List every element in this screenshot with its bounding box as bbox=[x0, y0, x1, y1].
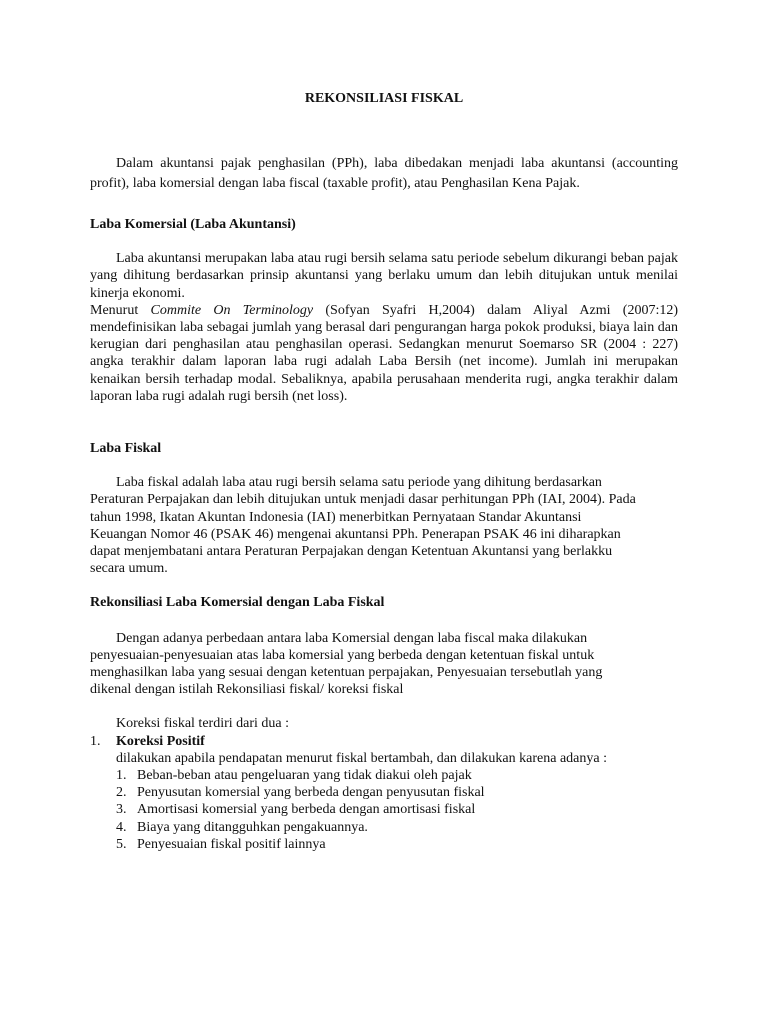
list-item bbox=[116, 836, 678, 853]
laba-komersial-paragraph-2 bbox=[90, 302, 678, 405]
heading-laba-fiskal: Laba Fiskal bbox=[90, 441, 162, 457]
rekonsiliasi-line: Dengan adanya perbedaan antara laba Komersial dengan laba fiscal maka dilakukan bbox=[116, 630, 588, 646]
rekonsiliasi-line: menghasilkan laba yang sesuai dengan ketentuan perpajakan, Penyesuaian tersebutlah yang bbox=[90, 665, 603, 681]
laba-fiskal-line: Laba fiskal adalah laba atau rugi bersih selama satu periode yang dihitung berdasarkan bbox=[116, 475, 602, 491]
list-item bbox=[116, 784, 678, 801]
koreksi-positif-title: Koreksi Positif bbox=[116, 733, 205, 749]
page-title: REKONSILIASI FISKAL bbox=[304, 91, 464, 106]
italic-term: Commite On Terminology bbox=[150, 302, 314, 318]
list-number: 4. bbox=[116, 819, 127, 835]
rekonsiliasi-line: penyesuaian-penyesuaian atas laba komersial yang berbeda dengan ketentuan fiskal untuk bbox=[90, 647, 595, 663]
list-number: 5. bbox=[116, 836, 127, 852]
laba-fiskal-line: secara umum. bbox=[90, 561, 168, 577]
laba-komersial-paragraph-1: Laba akuntansi merupakan laba atau rugi bersih selama satu periode sebelum dikurangi beban pajak yang dihitung berdasarkan prinsip akuntansi yang berlaku umum dan lebih ditujukan untuk menilai kinerja ekonomi. bbox=[90, 251, 678, 301]
intro-paragraph: Dalam akuntansi pajak penghasilan (PPh), laba dibedakan menjadi laba akuntansi (accounting profit), laba komersial dengan laba fiscal (taxable profit), atau Penghasilan Kena Pajak. bbox=[90, 156, 678, 191]
list-item-text: Penyesuaian fiskal positif lainnya bbox=[137, 836, 326, 852]
laba-fiskal-line: Peraturan Perpajakan dan lebih ditujukan untuk menjadi dasar perhitungan PPh (IAI, 2004). Pada bbox=[90, 492, 636, 508]
koreksi-positif-desc: dilakukan apabila pendapatan menurut fiskal bertambah, dan dilakukan karena adanya : bbox=[116, 750, 607, 766]
laba-fiskal-line: tahun 1998, Ikatan Akuntan Indonesia (IAI) menerbitkan Pernyataan Standar Akuntansi bbox=[90, 509, 582, 525]
koreksi-intro: Koreksi fiskal terdiri dari dua : bbox=[116, 716, 290, 732]
document-body bbox=[90, 90, 678, 853]
rekonsiliasi-paragraph bbox=[90, 630, 678, 699]
list-number: 3. bbox=[116, 802, 127, 818]
list-number: 2. bbox=[116, 785, 127, 801]
heading-laba-komersial: Laba Komersial (Laba Akuntansi) bbox=[90, 217, 296, 232]
list-number: 1. bbox=[116, 768, 127, 784]
paragraph-2-rest: (Sofyan Syafri H,2004) dalam Aliyal Azmi (2007:12) mendefinisikan laba sebagai jumlah yang berasal dari pengurangan harga pokok produksi, biaya lain dan kerugian dari penghasilan atau penghasilan operasi. Sedangkan menurut Soemarso SR (2004 : 227) angka terakhir dalam laporan laba rugi adalah Laba Bersih (net income). Jumlah ini merupakan kenaikan bersih terhadap modal. Sebaliknya, apabila perusahaan menderita rugi, angka terakhir dalam laporan laba rugi adalah rugi bersih (net loss). bbox=[90, 302, 678, 404]
list-item-text: Penyusutan komersial yang berbeda dengan penyusutan fiskal bbox=[137, 785, 485, 801]
list-item bbox=[116, 801, 678, 818]
list-item-text: Amortisasi komersial yang berbeda dengan amortisasi fiskal bbox=[137, 802, 476, 818]
rekonsiliasi-line: dikenal dengan istilah Rekonsiliasi fiskal/ koreksi fiskal bbox=[90, 682, 404, 698]
list-item bbox=[116, 819, 678, 836]
laba-fiskal-line: Keuangan Nomor 46 (PSAK 46) mengenai akuntansi PPh. Penerapan PSAK 46 ini diharapkan bbox=[90, 526, 621, 542]
list-item bbox=[116, 767, 678, 784]
paragraph-2-prefix: Menurut bbox=[90, 302, 151, 318]
list-number: 1. bbox=[90, 733, 101, 749]
list-item-text: Beban-beban atau pengeluaran yang tidak diakui oleh pajak bbox=[137, 768, 472, 784]
koreksi-list bbox=[90, 733, 678, 853]
laba-fiskal-paragraph bbox=[90, 474, 678, 577]
koreksi-positif-item bbox=[90, 733, 678, 853]
heading-rekonsiliasi: Rekonsiliasi Laba Komersial dengan Laba Fiskal bbox=[90, 595, 385, 611]
koreksi-positif-sublist bbox=[116, 767, 678, 853]
laba-fiskal-line: dapat menjembatani antara Peraturan Perpajakan dengan Ketentuan Akuntansi yang berlakku bbox=[90, 544, 613, 560]
list-item-text: Biaya yang ditangguhkan pengakuannya. bbox=[137, 819, 368, 835]
